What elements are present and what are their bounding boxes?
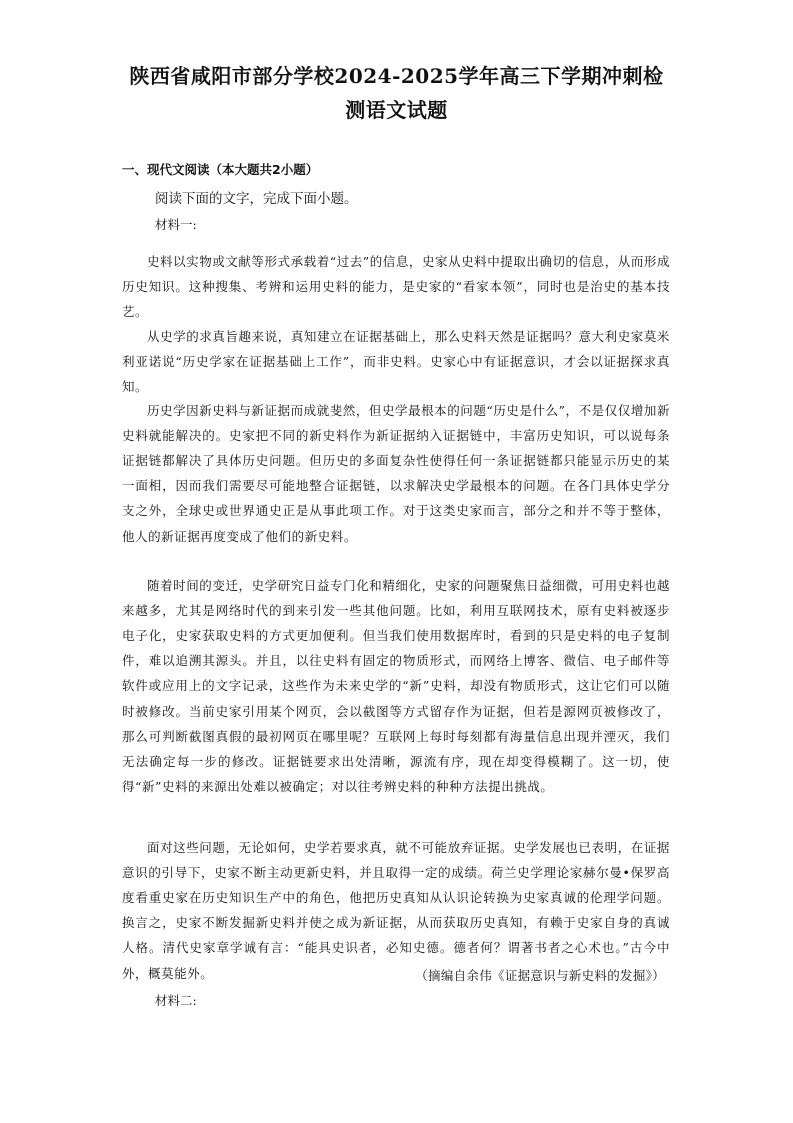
document-title-line2: 测语文试题 bbox=[345, 98, 448, 122]
material-one-label: 材料一: bbox=[155, 217, 197, 232]
source-citation: （摘编自余伟《证据意识与新史料的发掘》） bbox=[415, 968, 665, 983]
paragraph-5: 面对这些问题，无论如何，史学若要求真，就不可能放弃证据。史学发展也已表明，在证据意识的引导下，史家不断主动更新史料，并且取得一定的成绩。荷兰史学理论家赫尔曼•保罗高度看重史家在历史知识生产中的角色，他把历史真知从认识论转换为史家真诚的伦理学问题。换言之，史家不断发掘新史料并使之成为新证据，从而获取历史真知，有赖于史家自身的真诚人格。清代史家章学诚有言：“能具史识者，必知史德。德者何？谓著书者之心术也。”古今中外，概莫能外。 bbox=[122, 839, 670, 981]
document-title-line1: 陕西省咸阳市部分学校2024-2025学年高三下学期冲刺检 bbox=[129, 64, 664, 88]
paragraph-1: 史料以实物或文献等形式承载着“过去”的信息，史家从史料中提取出确切的信息，从而形成历史知识。这种搜集、考辨和运用史料的能力，是史家的“看家本领”，同时也是治史的基本技艺。 bbox=[122, 253, 670, 319]
paragraph-3: 历史学因新史料与新证据而成就斐然，但史学最根本的问题“历史是什么”，不是仅仅增加新史料就能解决的。史家把不同的新史料作为新证据纳入证据链中，丰富历史知识，可以说每条证据链都解决了具体历史问题。但历史的多面复杂性使得任何一条证据链都只能显示历史的某一面相，因而我们需要尽可能地整合证据链，以求解决史学最根本的问题。在各门具体史学分支之外，全球史或世界通史正是从事此项工作。对于这类史家而言，部分之和并不等于整体，他人的新证据再度变成了他们的新史料。 bbox=[122, 402, 670, 544]
paragraph-4: 随着时间的变迁，史学研究日益专门化和精细化，史家的问题聚焦日益细微，可用史料也越来越多，尤其是网络时代的到来引发一些其他问题。比如，利用互联网技术，原有史料被逐步电子化，史家获取史料的方式更加便利。但当我们使用数据库时，看到的只是史料的电子复制件，难以追溯其源头。并且，以往史料有固定的物质形式，而网络上博客、微信、电子邮件等软件或应用上的文字记录，这些作为未来史学的“新”史料，却没有物质形式，这让它们可以随时被修改。当前史家引用某个网页，会以截图等方式留存作为证据，但若是源网页被修改了，那么可判断截图真假的最初网页在哪里呢？互联网上每时每刻都有海量信息出现并湮灭，我们无法确定每一步的修改。证据链要求出处清晰，源流有序，现在却变得模糊了。这一切，使得“新”史料的来源出处难以被确定；对以往考辨史料的种种方法提出挑战。 bbox=[122, 577, 670, 795]
material-two-label: 材料二: bbox=[155, 993, 197, 1008]
paragraph-2: 从史学的求真旨趣来说，真知建立在证据基础上，那么史料天然是证据吗？意大利史家莫米利亚诺说“历史学家在证据基础上工作”，而非史料。史家心中有证据意识，才会以证据探求真知。 bbox=[122, 328, 670, 394]
reading-instruction: 阅读下面的文字，完成下面小题。 bbox=[155, 191, 358, 207]
section-heading: 一、现代文阅读（本大题共2小题） bbox=[122, 162, 319, 177]
